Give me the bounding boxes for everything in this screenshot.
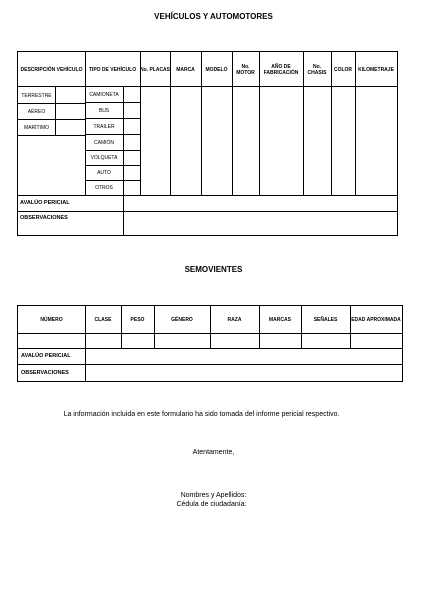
closing-text: Atentamente, [192,449,235,456]
checkbox-maritimo[interactable] [56,120,85,135]
id-label: Cédula de ciudadanía: [176,501,247,508]
vehicles-table [17,51,398,236]
header-plates: No. PLACAS [140,67,170,73]
header-color: COLOR [333,67,353,73]
livestock-table [17,305,403,382]
description-aereo: AÉREO [27,108,46,115]
header-engine: No. MOTOR [236,64,255,76]
description-maritimo: MARÍTIMO [24,124,49,131]
header-vehicle-type: TIPO DE VEHÍCULO [88,67,137,73]
livestock-data-row[interactable] [18,334,402,348]
header-weight: PESO [130,316,145,323]
livestock-title: SEMOVIENTES [184,265,243,274]
header-marks: MARCAS [269,316,291,323]
header-number: NÚMERO [40,316,63,323]
vehicles-title: VEHÍCULOS Y AUTOMOTORES [154,12,273,21]
type-volqueta: VOLQUETA [90,155,118,161]
header-year: AÑO DE FABRICACIÓN [263,64,299,76]
checkbox-aereo[interactable] [56,104,85,119]
livestock-appraisal-field[interactable] [86,349,402,364]
vehicles-appraisal-field[interactable] [124,196,397,211]
livestock-appraisal-label: AVALÚO PERICIAL [21,353,71,359]
header-breed: RAZA [227,316,242,323]
name-label: Nombres y Apellidos: [180,492,247,499]
header-gender: GÉNERO [171,316,193,323]
type-trailer: TRAILER [93,124,115,130]
vehicles-observations-field[interactable] [124,212,397,235]
livestock-observations-label: OBSERVACIONES [21,369,69,376]
type-camioneta: CAMIONETA [89,92,119,98]
checkbox-terrestre[interactable] [56,87,85,103]
vehicles-observations-label: OBSERVACIONES [20,215,68,221]
header-chassis: No. CHASIS [307,64,327,76]
type-auto: AUTO [97,170,111,176]
livestock-observations-field[interactable] [86,365,402,381]
footer-note: La información incluida en este formulario ha sido tomada del informe pericial respectivo. [63,411,340,418]
header-signs: SEÑALES [313,316,338,323]
header-description: DESCRIPCIÓN VEHÍCULO [20,67,83,73]
type-bus: BUS [98,108,110,114]
type-camion: CAMIÓN [94,140,114,146]
header-mileage: KILOMETRAJE [358,67,394,73]
vehicles-appraisal-label: AVALÚO PERICIAL [20,200,70,206]
type-otros: OTROS [95,185,113,191]
description-terrestre: TERRESTRE [21,92,52,99]
header-approx-age: EDAD APROXIMADA [351,316,401,323]
header-class: CLASE [94,316,112,323]
header-brand: MARCA [176,67,195,73]
header-model: MODELO [205,67,228,73]
